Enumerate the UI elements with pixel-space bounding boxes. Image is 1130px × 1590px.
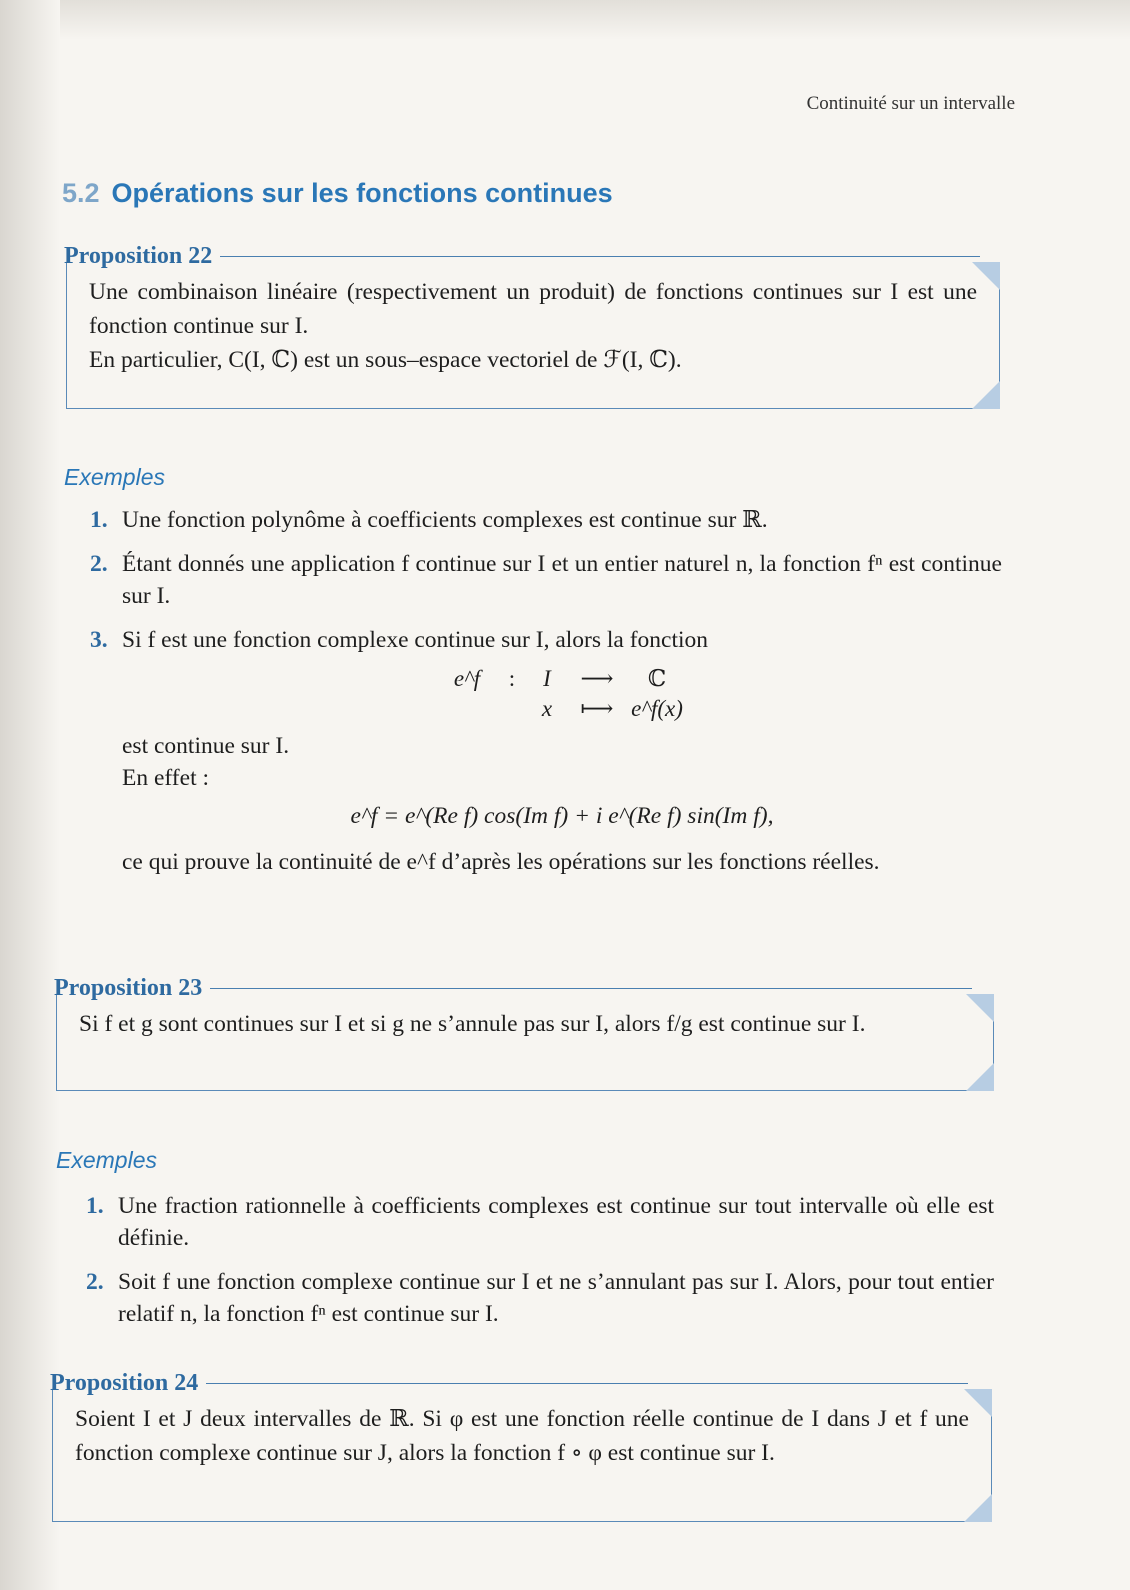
item-text: Étant donnés une application f continue sur I et un entier naturel n, la fonction fⁿ est continue sur I.	[122, 551, 1002, 609]
proposition-23-label: Proposition 23	[54, 975, 203, 1001]
running-head: Continuité sur un intervalle	[806, 93, 1015, 114]
item-text: Soit f une fonction complexe continue sur I et ne s’annulant pas sur I. Alors, pour tout entier relatif n, la fonction fⁿ est continue sur I.	[118, 1269, 994, 1327]
section-title: Opérations sur les fonctions continues	[111, 178, 613, 208]
en-effet-text: En effet :	[122, 765, 210, 791]
map-cell	[497, 694, 527, 724]
proposition-24-box	[52, 1390, 992, 1522]
item-text-intro: Si f est une fonction complexe continue sur I, alors la fonction	[122, 627, 709, 653]
map-cell: I	[543, 666, 551, 691]
proposition-rule	[206, 1383, 968, 1384]
map-cell: :	[508, 666, 516, 691]
map-cell: ⟶	[580, 666, 614, 691]
section-number: 5.2	[62, 178, 100, 208]
page-gutter-shadow	[0, 0, 60, 1590]
examples-list-2	[86, 1190, 994, 1342]
proposition-22-statement: Une combinaison linéaire (respectivement un produit) de fonctions continues sur I est une fonction continue sur I.	[89, 279, 977, 339]
map-cell: ⟼	[580, 696, 614, 721]
item-number: 1.	[90, 507, 108, 533]
item-number: 1.	[86, 1193, 104, 1219]
examples-list-1	[90, 504, 1002, 878]
map-cell: ℂ	[647, 666, 667, 691]
after-mapping-text: est continue sur I.	[122, 733, 290, 759]
item-text: Une fonction polynôme à coefficients complexes est continue sur ℝ.	[122, 507, 768, 533]
proposition-22-box	[66, 263, 1000, 409]
display-formula: e^f = e^(Re f) cos(Im f) + i e^(Re f) sin(Im f),	[350, 803, 774, 829]
map-cell: x	[541, 696, 553, 721]
item-number: 2.	[90, 551, 108, 577]
list-item	[86, 1190, 994, 1254]
list-item	[90, 548, 1002, 612]
proposition-23-box	[56, 995, 994, 1091]
proposition-24-label: Proposition 24	[50, 1370, 199, 1396]
proposition-rule	[210, 988, 972, 989]
proposition-23-statement: Si f et g sont continues sur I et si g ne s’annule pas sur I, alors f/g est continue sur I.	[79, 1011, 866, 1037]
examples-heading-2: Exemples	[56, 1147, 157, 1173]
page-shadow	[0, 0, 1130, 40]
proposition-rule	[220, 256, 980, 257]
map-cell: e^f	[453, 666, 481, 691]
proposition-24-statement: Soient I et J deux intervalles de ℝ. Si φ est une fonction réelle continue de I dans J et f une fonction complexe continue sur J, alors la fonction f ∘ φ est continue sur I.	[75, 1406, 969, 1466]
map-cell: e^f(x)	[631, 696, 683, 721]
item-text: Une fraction rationnelle à coefficients complexes est continue sur tout intervalle où elle est définie.	[118, 1193, 994, 1251]
list-item	[90, 624, 1002, 878]
examples-heading-1: Exemples	[64, 464, 165, 490]
conclusion-text: ce qui prouve la continuité de e^f d’après les opérations sur les fonctions réelles.	[122, 849, 880, 875]
map-cell	[437, 694, 497, 724]
list-item	[90, 504, 1002, 536]
proposition-22-label: Proposition 22	[64, 243, 213, 269]
item-number: 3.	[90, 627, 108, 653]
section-heading	[62, 178, 613, 209]
item-text	[122, 624, 1002, 878]
proposition-22-corollary: En particulier, C(I, ℂ) est un sous–espace vectoriel de ℱ(I, ℂ).	[89, 347, 682, 373]
list-item	[86, 1266, 994, 1330]
item-number: 2.	[86, 1269, 104, 1295]
mapping-display	[122, 664, 1002, 724]
